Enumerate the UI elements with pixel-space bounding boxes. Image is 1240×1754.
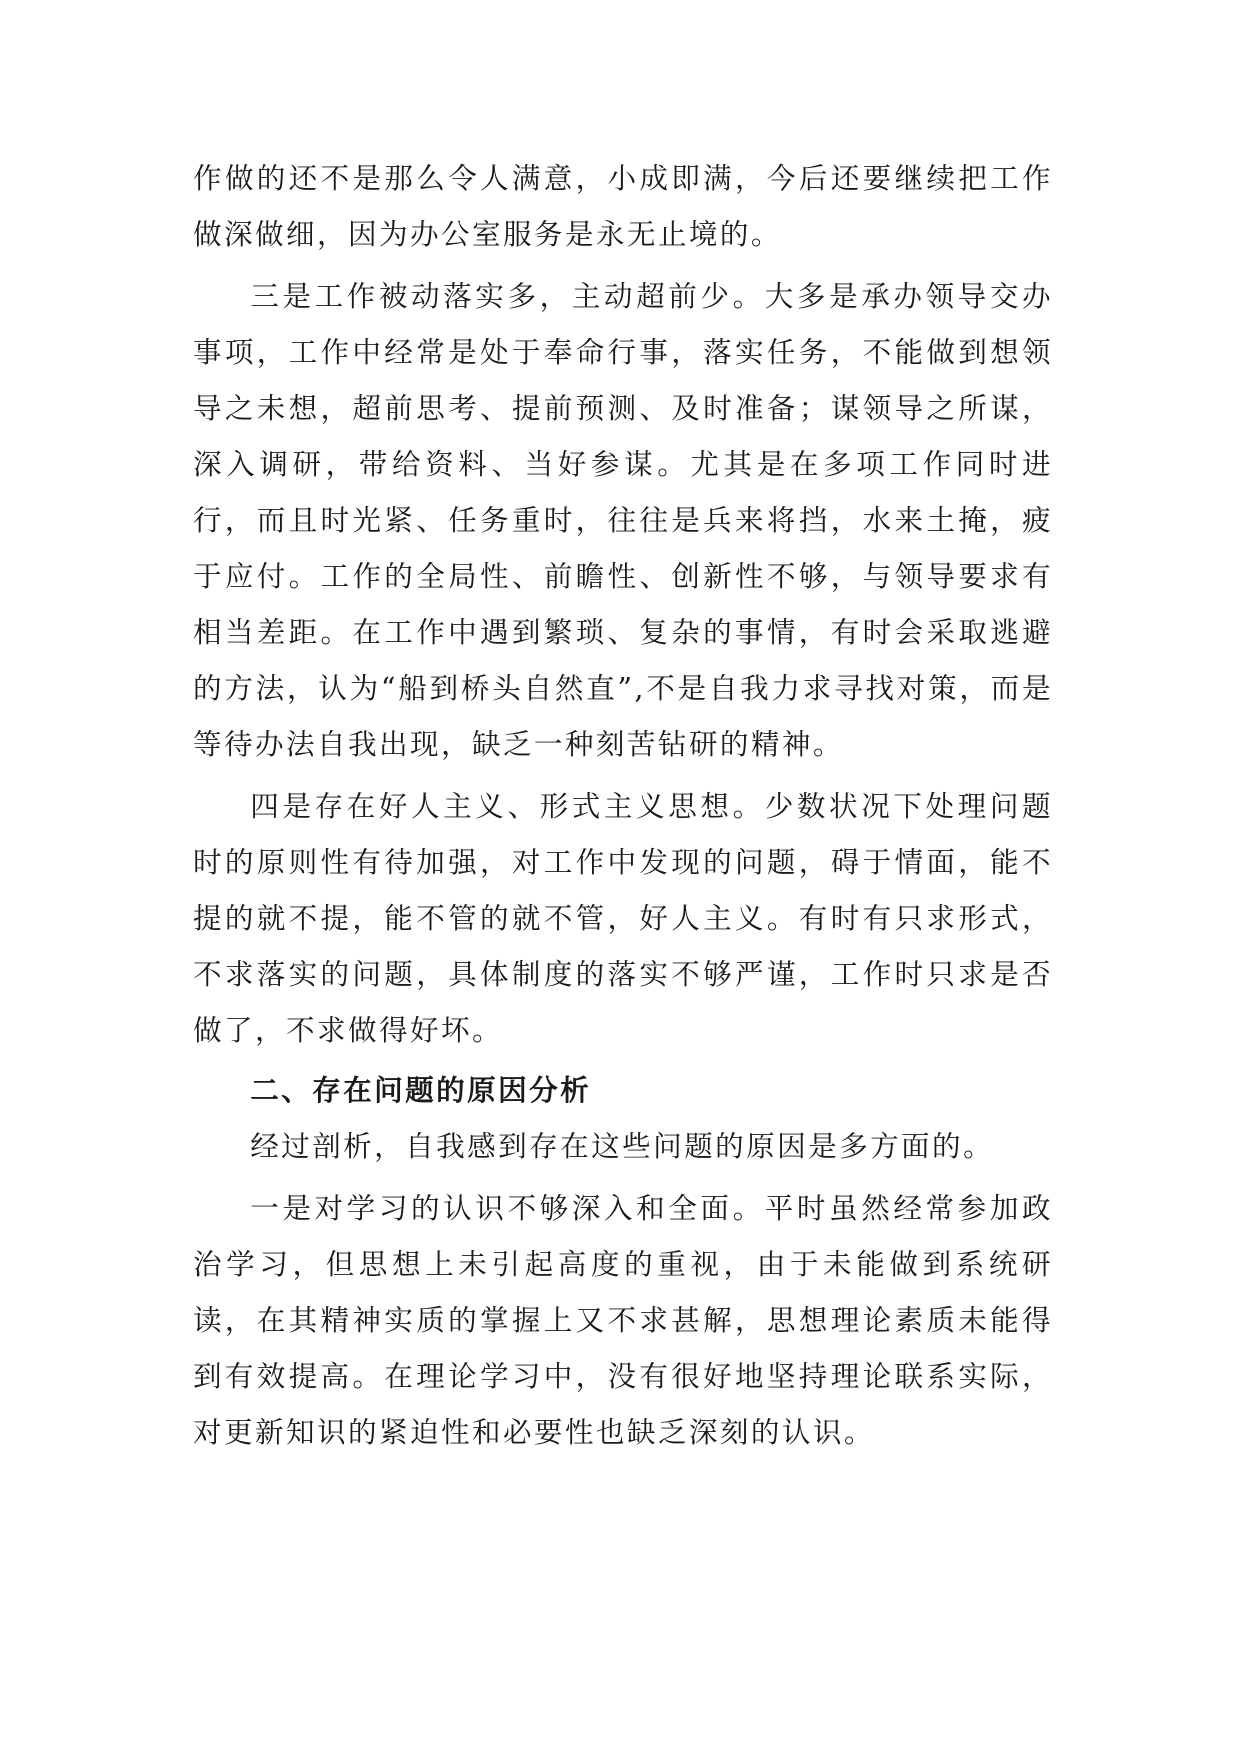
paragraph-issue-four: 四是存在好人主义、形式主义思想。少数状况下处理问题时的原则性有待加强，对工作中发现的问题，碍于情面，能不提的就不提，能不管的就不管，好人主义。有时有只求形式，不求落实的问题，具体制度的落实不够严谨，工作时只求是否做了，不求做得好坏。 xyxy=(193,789,1053,1047)
document-body xyxy=(193,150,1053,1460)
paragraph-issue-three: 三是工作被动落实多，主动超前少。大多是承办领导交办事项，工作中经常是处于奉命行事，落实任务，不能做到想领导之未想，超前思考、提前预测、及时准备；谋领导之所谋，深入调研，带给资料、当好参谋。尤其是在多项工作同时进行，而且时光紧、任务重时，往往是兵来将挡，水来土掩，疲于应付。工作的全局性、前瞻性、创新性不够，与领导要求有相当差距。在工作中遇到繁琐、复杂的事情，有时会采取逃避的方法，认为“船到桥头自然直”,不是自我力求寻找对策，而是等待办法自我出现，缺乏一种刻苦钻研的精神。 xyxy=(193,279,1053,761)
paragraph-analysis-intro: 经过剖析，自我感到存在这些问题的原因是多方面的。 xyxy=(250,1129,995,1163)
paragraph-cause-one: 一是对学习的认识不够深入和全面。平时虽然经常参加政治学习，但思想上未引起高度的重视，由于未能做到系统研读，在其精神实质的掌握上又不求甚解，思想理论素质未能得到有效提高。在理论学习中，没有很好地坚持理论联系实际，对更新知识的紧迫性和必要性也缺乏深刻的认识。 xyxy=(193,1191,1053,1449)
paragraph-continuation: 作做的还不是那么令人满意，小成即满，今后还要继续把工作做深做细，因为办公室服务是永无止境的。 xyxy=(193,161,1053,251)
section-heading-cause-analysis: 二、存在问题的原因分析 xyxy=(250,1073,592,1107)
